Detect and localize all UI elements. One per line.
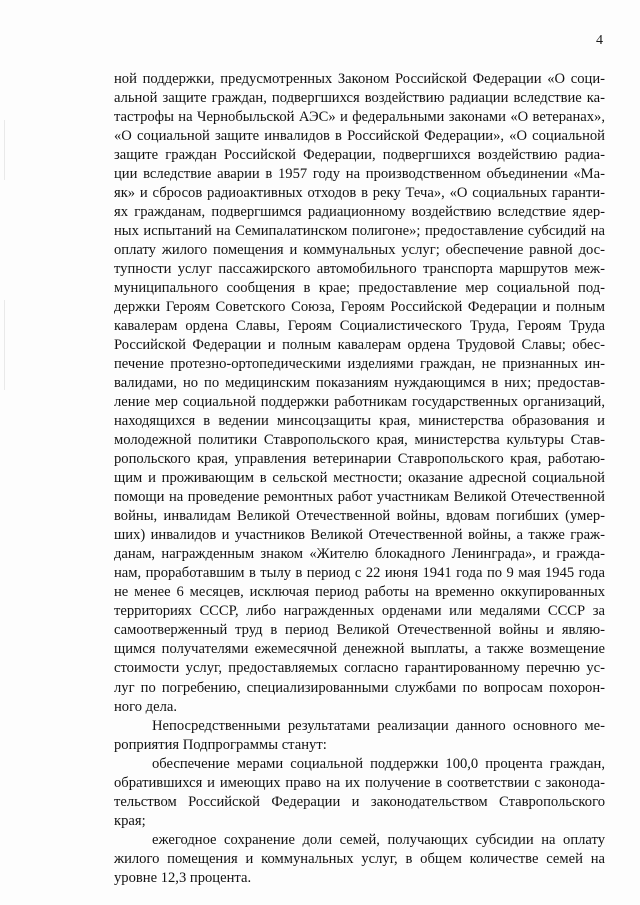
paragraph-result-support — [114, 755, 605, 831]
paragraph-measures-list — [114, 70, 605, 717]
text-line: тельством Российской Федерации и законодательством Ставропольского — [114, 793, 605, 810]
paragraph-result-subsidies — [114, 831, 605, 888]
text-line: ной поддержки, предусмотренных Законом Российской Федерации «О соци- — [114, 71, 605, 87]
scan-edge-mark — [4, 120, 5, 180]
text-line: ление мер социальной поддержки работникам государственных организаций, — [114, 394, 605, 411]
text-line: защите граждан Российской Федерации, подвергшихся воздействию радиа- — [114, 147, 605, 164]
text-line: тастрофы на Чернобыльской АЭС» и федеральными законами «О ветеранах», — [114, 109, 605, 126]
text-line: альной защите граждан, подвергшихся воздействию радиации вследствие ка- — [114, 90, 605, 107]
text-line: ного дела. — [114, 698, 177, 715]
text-line: молодежной политики Ставропольского края, министерства культуры Став- — [114, 432, 605, 449]
text-line: территориях СССР, либо награжденных орденами или медалями СССР за — [114, 603, 605, 620]
text-line: нам, проработавшим в тылу в период с 22 июня 1941 года по 9 мая 1945 года — [114, 565, 605, 582]
text-line: ции вследствие аварии в 1957 году на производственном объединении «Ма- — [114, 166, 605, 183]
text-line: «О социальной защите инвалидов в Российской Федерации», «О социальной — [114, 128, 605, 145]
text-line: войны, инвалидам Великой Отечественной войны, вдовам погибших (умер- — [114, 508, 605, 525]
text-line: обеспечение мерами социальной поддержки 100,0 процента граждан, — [152, 755, 605, 772]
text-line: края; — [114, 812, 146, 829]
text-line: ных испытаний на Семипалатинском полигоне»; предоставление субсидий на — [114, 223, 605, 240]
text-line: обратившихся и имеющих право на их получение в соответствии с законода- — [114, 774, 605, 791]
text-line: уровне 12,3 процента. — [114, 869, 252, 886]
text-line: ших) инвалидов и участников Великой Отечественной войны, а также граж- — [114, 527, 605, 544]
text-line: роприятия Подпрограммы станут: — [114, 736, 327, 753]
text-line: Российской Федерации и полным кавалерам ордена Трудовой Славы; обес- — [114, 337, 605, 354]
text-line: оплату жилого помещения и коммунальных услуг; обеспечение равной дос- — [114, 242, 605, 259]
page-number: 4 — [596, 33, 603, 48]
text-line: жилого помещения и коммунальных услуг, в общем количестве семей на — [114, 850, 605, 867]
text-line: печение протезно-ортопедическими изделиями граждан, не признанных ин- — [114, 356, 605, 373]
document-body — [114, 70, 605, 888]
scan-edge-mark — [4, 300, 5, 390]
text-line: кавалерам ордена Славы, Героям Социалистического Труда, Героям Труда — [114, 318, 605, 335]
text-line: держки Героям Советского Союза, Героям Российской Федерации и полным — [114, 299, 605, 316]
text-line: ежегодное сохранение доли семей, получающих субсидии на оплату — [152, 831, 605, 848]
text-line: щим и проживающим в сельской местности; оказание адресной социальной — [114, 470, 605, 487]
text-line: муниципального сообщения в крае; предоставление мер социальной под- — [114, 280, 605, 297]
text-line: самоотверженный труд в период Великой Отечественной войны и являю- — [114, 622, 605, 639]
text-line: луг по погребению, специализированными службами по вопросам похорон- — [114, 679, 605, 696]
text-line: Непосредственными результатами реализации данного основного ме- — [152, 717, 605, 734]
text-line: находящихся в ведении минсоцзащиты края, министерства образования и — [114, 413, 605, 430]
text-line: данам, награжденным знаком «Жителю блокадного Ленинграда», и гражда- — [114, 546, 605, 563]
text-line: помощи на проведение ремонтных работ участникам Великой Отечественной — [114, 489, 605, 506]
text-line: як» и сбросов радиоактивных отходов в реку Теча», «О социальных гаранти- — [114, 185, 605, 202]
paragraph-results-intro — [114, 717, 605, 755]
text-line: валидами, но по медицинским показаниям нуждающимся в них; предостав- — [114, 375, 605, 392]
text-line: стоимости услуг, предоставляемых согласно гарантированному перечню ус- — [114, 660, 605, 677]
text-line: ропольского края, управления ветеринарии Ставропольского края, работаю- — [114, 451, 605, 468]
text-line: тупности услуг пассажирского автомобильного транспорта маршрутов меж- — [114, 261, 605, 278]
text-line: не менее 6 месяцев, исключая период работы на временно оккупированных — [114, 584, 605, 601]
text-line: щимся получателями ежемесячной денежной выплаты, а также возмещение — [114, 641, 605, 658]
text-line: ях гражданам, подвергшимся радиационному воздействию вследствие ядер- — [114, 204, 605, 221]
